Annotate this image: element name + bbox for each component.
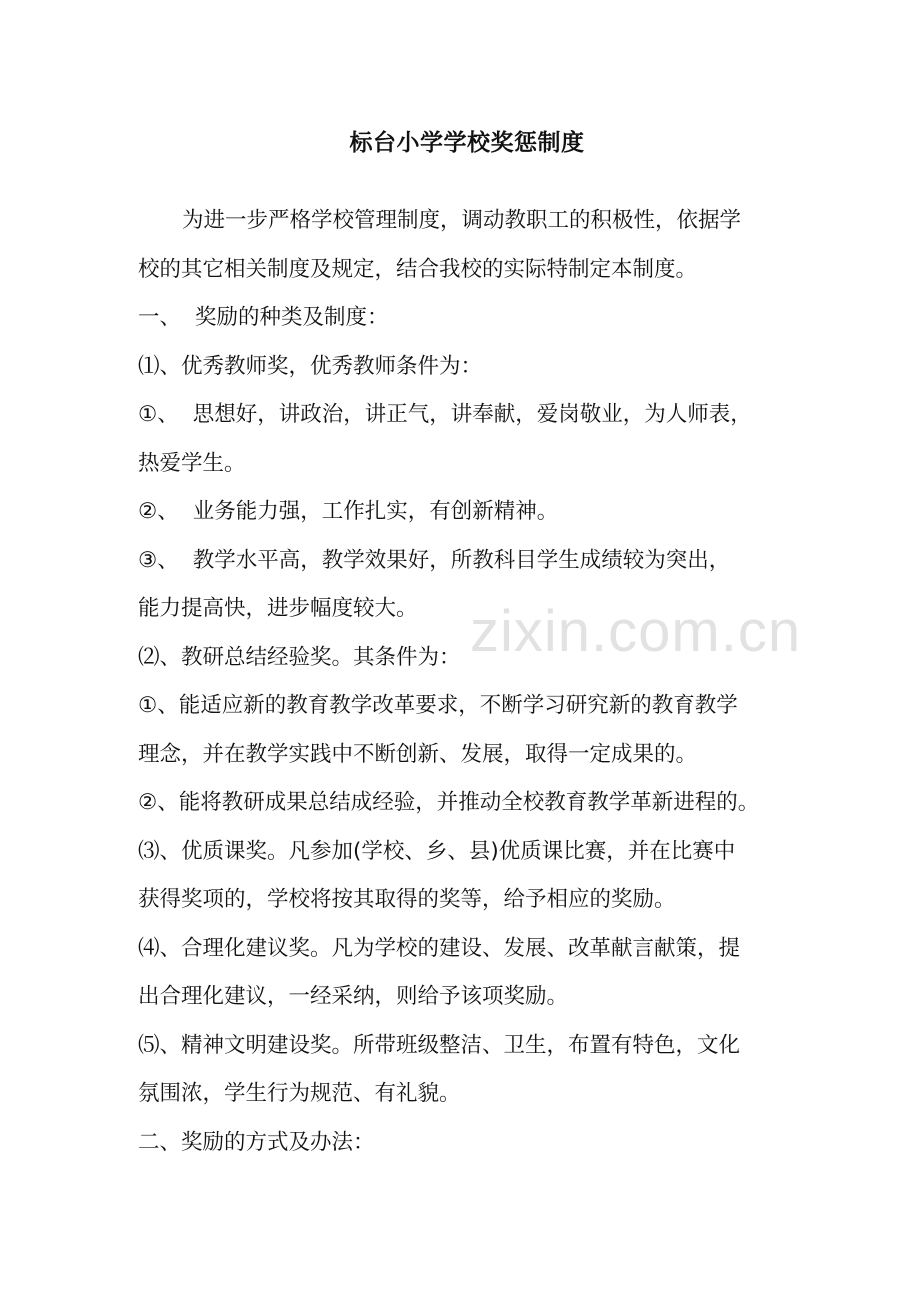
list-item-text: ①、能适应新的教育教学改革要求，不断学习研究新的教育教学: [138, 693, 738, 718]
subsection-text: ⑶、优质课奖。凡参加(学校、乡、县)优质课比赛，并在比赛中: [138, 838, 736, 864]
document-body: [138, 197, 798, 1167]
list-item-line: [138, 391, 798, 440]
paragraph-line: 为进一步严格学校管理制度，调动教职工的积极性，依据学: [182, 208, 742, 233]
list-item-continuation: 热爱学生。: [138, 450, 246, 476]
list-item-text: 思想好，讲政治，讲正气，讲奉献，爱岗敬业，为人师表，: [192, 402, 752, 427]
list-item-line: [138, 537, 798, 586]
list-item-continuation: 理念，并在教学实践中不断创新、发展，取得一定成果的。: [138, 741, 698, 767]
subsection-heading: ⑴、优秀教师奖，优秀教师条件为：: [138, 353, 483, 379]
section-heading: 奖励的种类及制度：: [195, 305, 389, 330]
watermark: zixin.com.cn: [470, 599, 802, 664]
list-item-number: ②、: [138, 499, 179, 524]
subsection-text: ⑸、精神文明建设奖。所带班级整洁、卫生，布置有特色，文化: [138, 1032, 741, 1058]
list-item-number: ③、: [138, 547, 179, 573]
subsection-continuation: 氛围浓，学生行为规范、有礼貌。: [138, 1081, 461, 1106]
section-heading-line: [138, 294, 798, 343]
subsection-continuation: 获得奖项的，学校将按其取得的奖等，给予相应的奖励。: [138, 887, 676, 912]
list-item-text: 业务能力强，工作扎实，有创新精神。: [192, 499, 559, 524]
subsection-continuation: 出合理化建议，一经采纳，则给予该项奖励。: [138, 984, 569, 1009]
list-item-number: ①、: [138, 402, 179, 427]
document-title: 标台小学学校奖惩制度: [349, 130, 585, 156]
section-heading: 二、奖励的方式及办法：: [138, 1129, 375, 1155]
list-item-text: 教学水平高，教学效果好，所教科目学生成绩较为突出，: [192, 547, 731, 573]
paragraph-line: 校的其它相关制度及规定，结合我校的实际特制定本制度。: [138, 256, 698, 282]
list-item-line: [138, 488, 798, 537]
subsection-heading: ⑵、教研总结经验奖。其条件为：: [138, 644, 461, 670]
section-number: 一、: [138, 305, 182, 330]
list-item-text: ②、能将教研成果总结成经验，并推动全校教育教学革新进程的。: [138, 790, 760, 815]
list-item-continuation: 能力提高快，进步幅度较大。: [138, 596, 418, 621]
subsection-text: ⑷、合理化建议奖。凡为学校的建设、发展、改革献言献策，提: [138, 935, 741, 961]
